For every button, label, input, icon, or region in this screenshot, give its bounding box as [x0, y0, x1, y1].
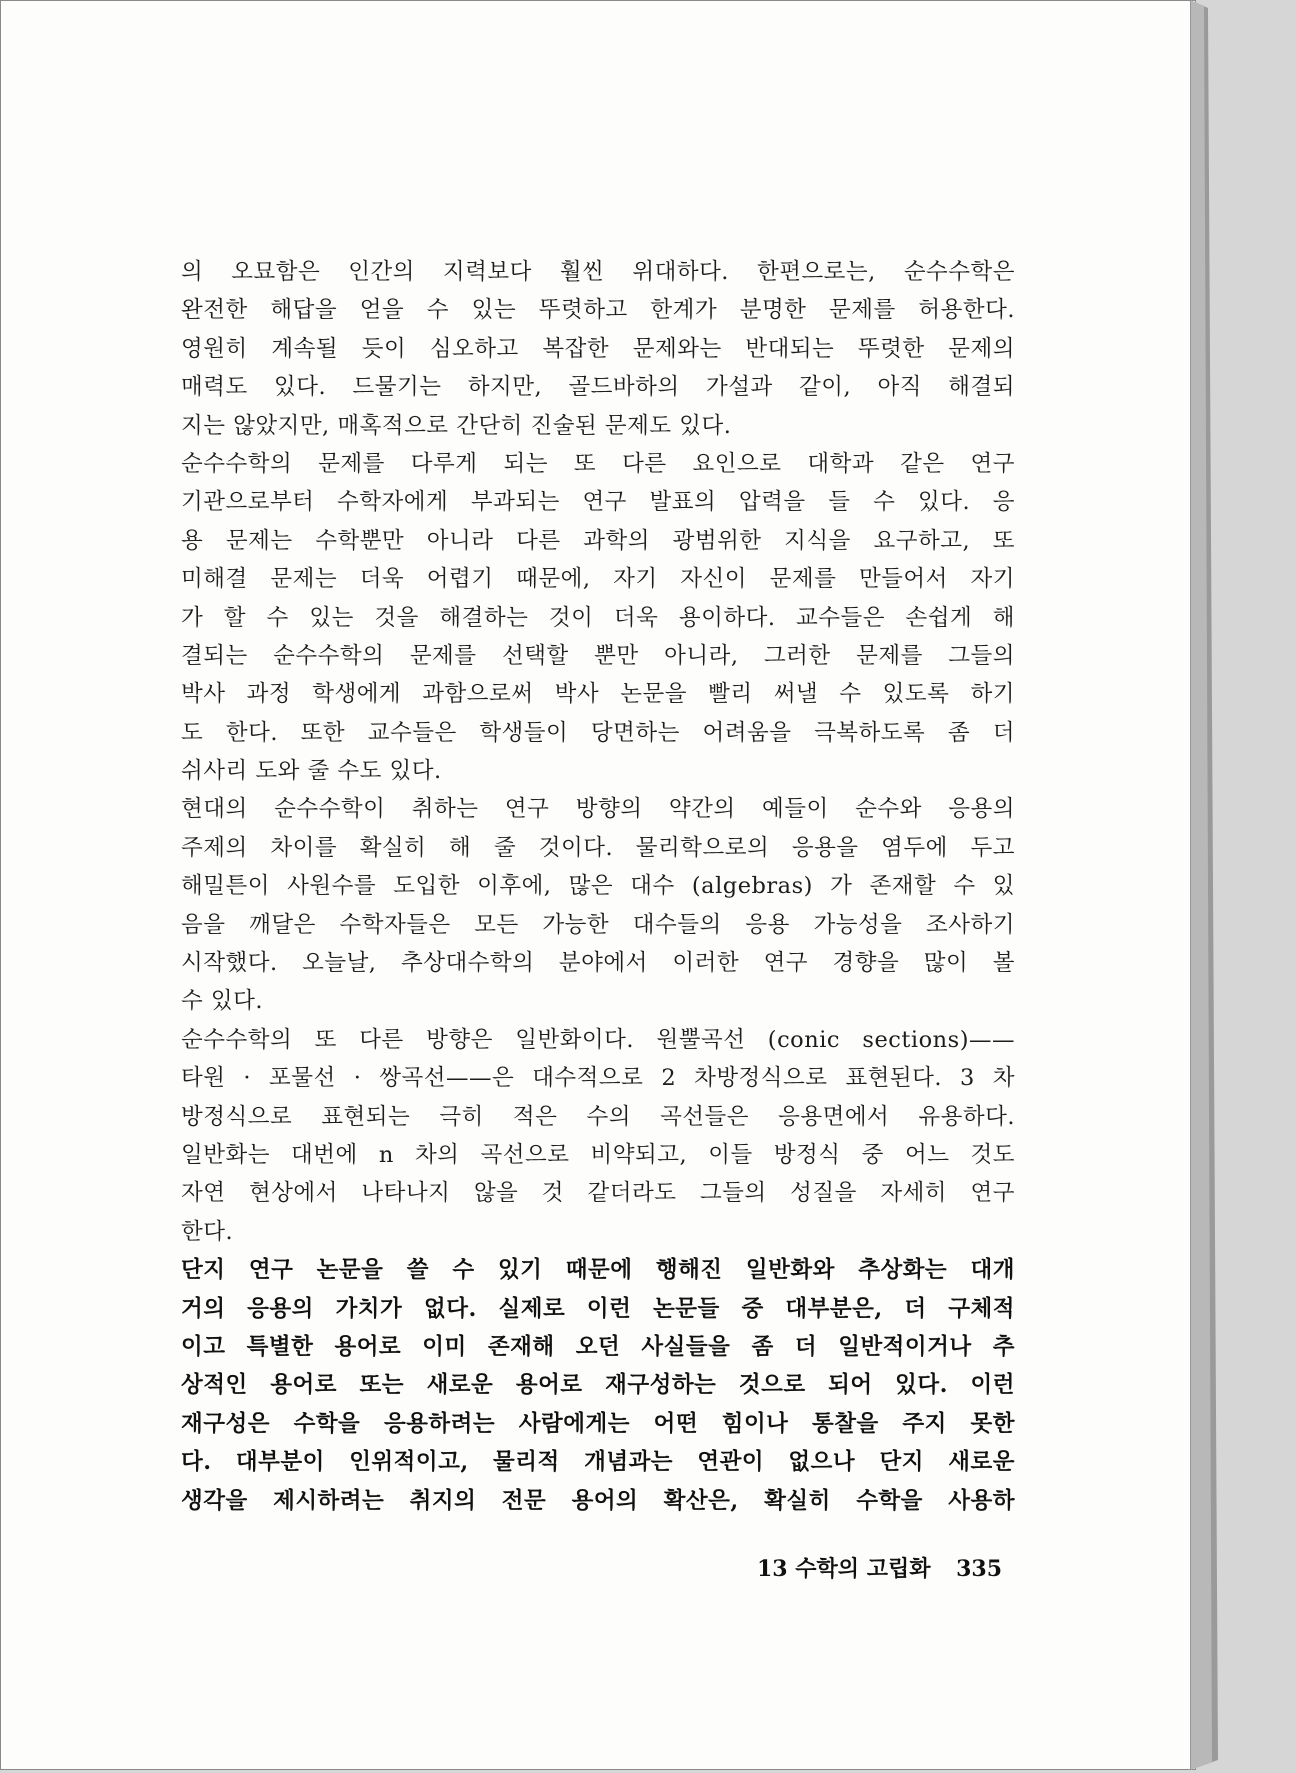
text-line: 자연 현상에서 나타나지 않을 것 같더라도 그들의 성질을 자세히 연구 [181, 1180, 1015, 1207]
text-line-bold: 다. 대부분이 인위적이고, 물리적 개념과는 연관이 없으나 단지 새로운 [181, 1449, 1015, 1476]
text-line-bold: 거의 응용의 가치가 없다. 실제로 이런 논문들 중 대부분은, 더 구체적 [181, 1295, 1015, 1322]
page-curl-edge [1190, 0, 1296, 1773]
text-line: 가 할 수 있는 것을 해결하는 것이 더욱 용이하다. 교수들은 손쉽게 해 [181, 604, 1015, 631]
text-line: 미해결 문제는 더욱 어렵기 때문에, 자기 자신이 문제를 만들어서 자기 [181, 566, 1015, 593]
text-line: 영원히 계속될 듯이 심오하고 복잡한 문제와는 반대되는 뚜렷한 문제의 [181, 335, 1015, 362]
text-line-bold: 상적인 용어로 또는 새로운 용어로 재구성하는 것으로 되어 있다. 이런 [181, 1372, 1015, 1399]
text-line: 의 오묘함은 인간의 지력보다 훨씬 위대하다. 한편으로는, 순수수학은 [181, 259, 1015, 285]
text-line: 도 한다. 또한 교수들은 학생들이 당면하는 어려움을 극복하도록 좀 더 [181, 719, 1015, 746]
regular-paragraphs [181, 253, 1015, 1251]
text-line: 한다. [181, 1218, 234, 1245]
text-line: 수 있다. [181, 988, 264, 1015]
text-line: 음을 깨달은 수학자들은 모든 가능한 대수들의 응용 가능성을 조사하기 [181, 911, 1015, 938]
body-text [181, 253, 1015, 1520]
chapter-title: 13 수학의 고립화 [757, 1556, 931, 1582]
text-line: 지는 않았지만, 매혹적으로 간단히 진술된 문제도 있다. [181, 412, 732, 439]
text-line: 타원 · 포물선 · 쌍곡선——은 대수적으로 2 차방정식으로 표현된다. 3 차 [181, 1065, 1015, 1092]
text-line: 일반화는 대번에 n 차의 곡선으로 비약되고, 이들 방정식 중 어느 것도 [181, 1141, 1015, 1168]
text-line: 시작했다. 오늘날, 추상대수학의 분야에서 이러한 연구 경향을 많이 볼 [181, 950, 1015, 977]
text-line: 해밀튼이 사원수를 도입한 이후에, 많은 대수 (algebras) 가 존재할 수 있 [181, 873, 1015, 900]
text-line: 용 문제는 수학뿐만 아니라 다른 과학의 광범위한 지식을 요구하고, 또 [181, 527, 1015, 554]
text-line: 순수수학의 또 다른 방향은 일반화이다. 원뿔곡선 (conic sections)—— [181, 1026, 1015, 1053]
text-line: 주제의 차이를 확실히 해 줄 것이다. 물리학으로의 응용을 염두에 두고 [181, 834, 1015, 861]
text-line-bold: 단지 연구 논문을 쓸 수 있기 때문에 행해진 일반화와 추상화는 대개 [181, 1257, 1015, 1284]
bold-paragraph [181, 1251, 1015, 1520]
text-line: 매력도 있다. 드물기는 하지만, 골드바하의 가설과 같이, 아직 해결되 [181, 374, 1015, 401]
text-line-bold: 재구성은 수학을 응용하려는 사람에게는 어떤 힘이나 통찰을 주지 못한 [181, 1410, 1015, 1437]
text-line: 쉬사리 도와 줄 수도 있다. [181, 758, 442, 785]
text-line: 박사 과정 학생에게 과함으로써 박사 논문을 빨리 써낼 수 있도록 하기 [181, 681, 1015, 708]
running-footer [757, 1552, 1020, 1583]
page-number: 335 [956, 1556, 1003, 1582]
text-line: 완전한 해답을 얻을 수 있는 뚜렷하고 한계가 분명한 문제를 허용한다. [181, 297, 1015, 324]
text-line: 기관으로부터 수학자에게 부과되는 연구 발표의 압력을 들 수 있다. 응 [181, 489, 1015, 516]
text-line-bold: 생각을 제시하려는 취지의 전문 용어의 확산은, 확실히 수학을 사용하 [181, 1487, 1015, 1514]
text-line: 방정식으로 표현되는 극히 적은 수의 곡선들은 응용면에서 유용하다. [181, 1103, 1015, 1130]
text-line: 현대의 순수수학이 취하는 연구 방향의 약간의 예들이 순수와 응용의 [181, 796, 1015, 823]
text-line: 결되는 순수수학의 문제를 선택할 뿐만 아니라, 그러한 문제를 그들의 [181, 642, 1015, 669]
text-line: 순수수학의 문제를 다루게 되는 또 다른 요인으로 대학과 같은 연구 [181, 450, 1015, 477]
text-line-bold: 이고 특별한 용어로 이미 존재해 오던 사실들을 좀 더 일반적이거나 추 [181, 1333, 1015, 1360]
